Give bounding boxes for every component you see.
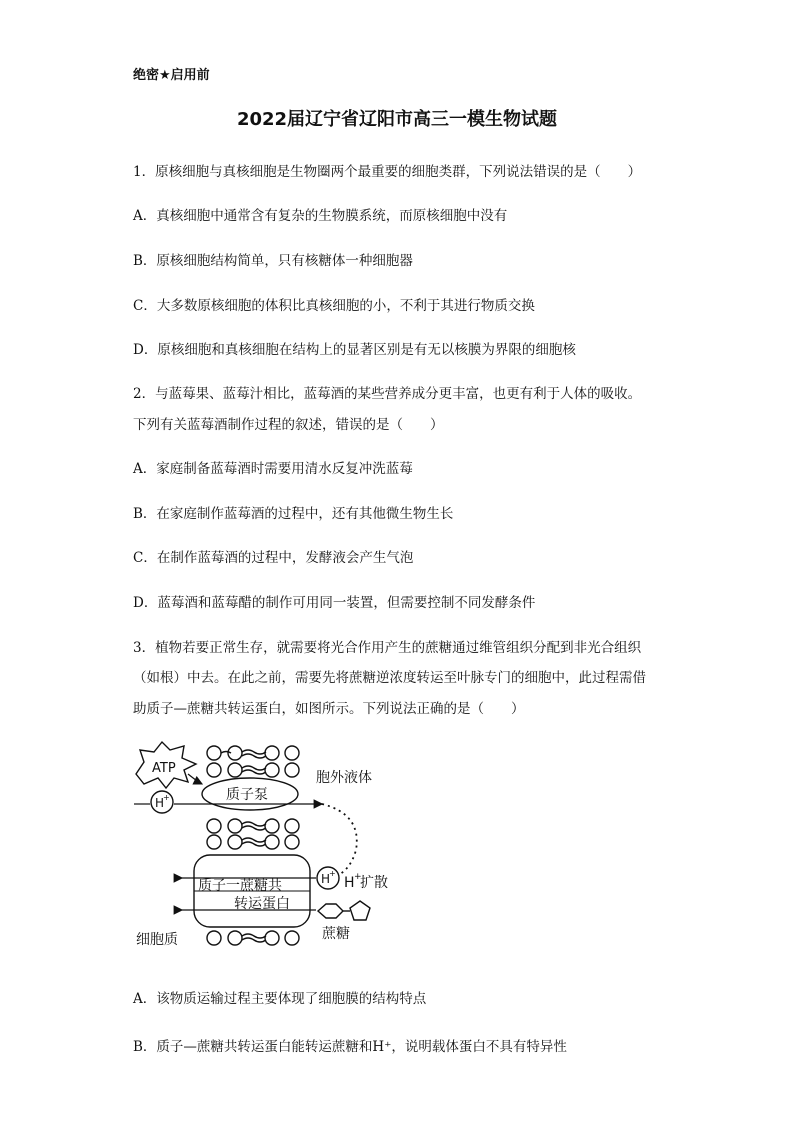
- proton-pump-label: 质子泵: [226, 787, 268, 803]
- question-2-option-b: B．在家庭制作蓝莓酒的过程中，还有其他微生物生长: [133, 506, 454, 522]
- question-3-option-a: A．该物质运输过程主要体现了细胞膜的结构特点: [133, 991, 427, 1007]
- phospholipid-row-bottom: [207, 931, 299, 945]
- h-ion-plus-right: +: [329, 869, 336, 878]
- membrane-transport-diagram: [130, 738, 420, 958]
- question-3-stem-line2: （如根）中去。在此之前，需要先将蔗糖逆浓度转运至叶脉专门的细胞中，此过程需借: [133, 670, 646, 686]
- page-title: 2022届辽宁省辽阳市高三一模生物试题: [236, 109, 558, 130]
- question-1-option-a: A．真核细胞中通常含有复杂的生物膜系统，而原核细胞中没有: [133, 208, 508, 224]
- question-2-option-a: A．家庭制备蓝莓酒时需要用清水反复冲洗蓝莓: [133, 461, 413, 477]
- h-ion-text-plus: +: [354, 872, 362, 882]
- question-3-stem-line1: 3．植物若要正常生存，就需要将光合作用产生的蔗糖通过维管组织分配到非光合组织: [133, 640, 642, 656]
- cytoplasm-label: 细胞质: [136, 932, 178, 948]
- extracellular-fluid-label: 胞外液体: [316, 770, 372, 786]
- question-3-option-b: B．质子—蔗糖共转运蛋白能转运蔗糖和H⁺，说明载体蛋白不具有特异性: [133, 1039, 567, 1055]
- cotransporter-label-line2: 转运蛋白: [234, 896, 290, 912]
- question-2-option-d: D．蓝莓酒和蓝莓醋的制作可用同一装置，但需要控制不同发酵条件: [133, 595, 536, 611]
- question-1-option-b: B．原核细胞结构简单，只有核糖体一种细胞器: [133, 253, 413, 269]
- question-1-stem: 1．原核细胞与真核细胞是生物圈两个最重要的细胞类群，下列说法错误的是（ ）: [133, 164, 642, 180]
- question-2-stem-line1: 2．与蓝莓果、蓝莓汁相比，蓝莓酒的某些营养成分更丰富，也更有利于人体的吸收。: [133, 386, 642, 402]
- h-ion-plus-left: +: [163, 793, 170, 802]
- h-ion-text: H: [344, 875, 355, 891]
- question-2-stem-line2: 下列有关蓝莓酒制作过程的叙述，错误的是（ ）: [133, 417, 444, 433]
- h-ion-label-right: H: [321, 872, 331, 886]
- h-ion-label-left: H: [155, 796, 165, 810]
- phospholipid-row-middle: [207, 819, 299, 849]
- sucrose-label: 蔗糖: [322, 926, 350, 942]
- question-3-stem-line3: 助质子—蔗糖共转运蛋白，如图所示。下列说法正确的是（ ）: [133, 701, 525, 717]
- cotransporter-label-line1: 质子一蔗糖共: [198, 878, 282, 894]
- question-2-option-c: C．在制作蓝莓酒的过程中，发酵液会产生气泡: [133, 550, 414, 566]
- question-1-option-d: D．原核细胞和真核细胞在结构上的显著区别是有无以核膜为界限的细胞核: [133, 342, 576, 358]
- atp-label: ATP: [152, 761, 176, 776]
- h-diffusion-label: 扩散: [360, 875, 388, 891]
- phospholipid-row-top-1: [207, 746, 299, 777]
- sucrose-molecule-icon: [318, 901, 370, 920]
- confidential-label: 绝密★启用前: [133, 68, 210, 83]
- question-1-option-c: C．大多数原核细胞的体积比真核细胞的小，不利于其进行物质交换: [133, 298, 535, 314]
